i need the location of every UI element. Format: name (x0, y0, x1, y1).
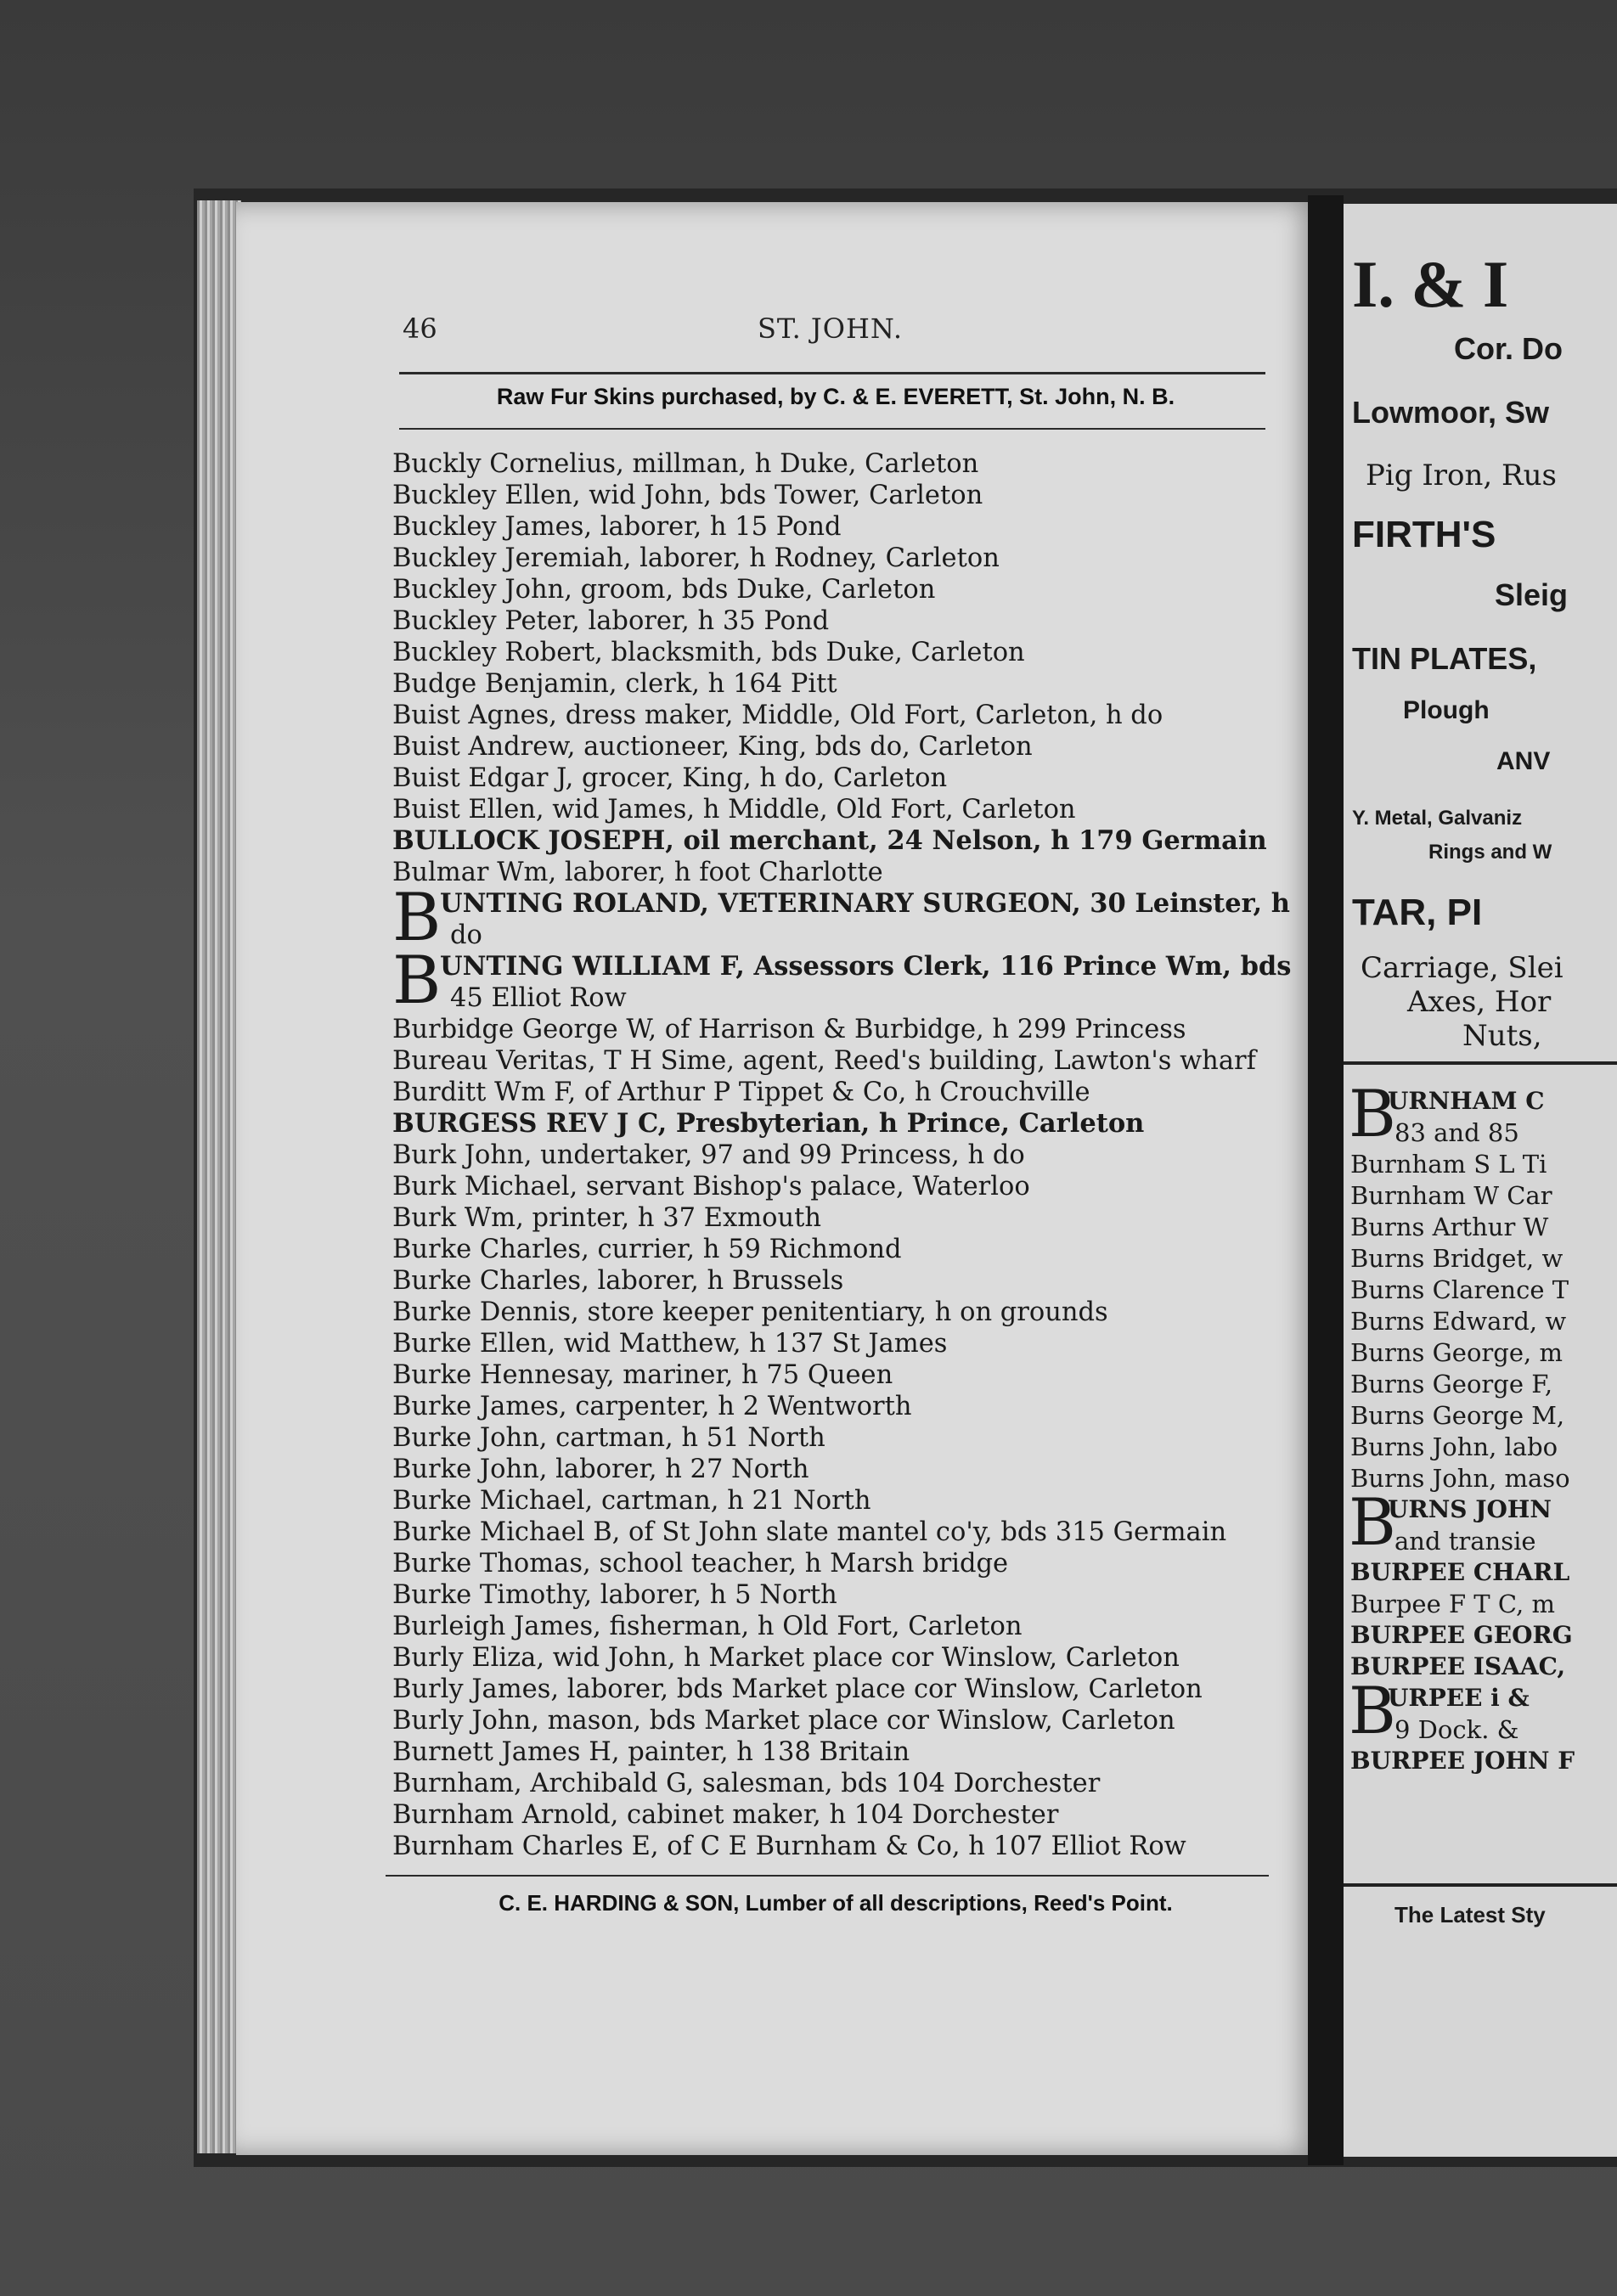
ad-line: Rings and W (1428, 841, 1552, 864)
directory-entry: Buckley Robert, blacksmith, bds Duke, Carleton (392, 638, 1025, 667)
book-gutter (1308, 195, 1344, 2165)
directory-entry: Burleigh James, fisherman, h Old Fort, Carleton (392, 1612, 1023, 1641)
directory-entry: Burk Michael, servant Bishop's palace, Waterloo (392, 1172, 1030, 1201)
directory-entry: Buist Agnes, dress maker, Middle, Old Fort, Carleton, h do (392, 701, 1163, 730)
ad-line: Lowmoor, Sw (1352, 395, 1550, 430)
right-directory-entry: Burns John, maso (1350, 1464, 1570, 1493)
ad-rule (1344, 1061, 1617, 1065)
directory-entry: Buckley Jeremiah, laborer, h Rodney, Carleton (392, 543, 1000, 573)
ad-line: Sleig (1495, 577, 1569, 612)
ad-line: TIN PLATES, (1352, 641, 1537, 676)
footer-rule (386, 1875, 1269, 1877)
right-page (1344, 204, 1617, 2157)
entry-continuation: do (450, 920, 482, 950)
ad-line: ANV (1496, 747, 1551, 775)
directory-entry: BURGESS REV J C, Presbyterian, h Prince, Carleton (392, 1108, 1145, 1139)
ad-line: Pig Iron, Rus (1366, 459, 1557, 492)
directory-entry: Burke Timothy, laborer, h 5 North (392, 1580, 837, 1610)
right-directory-entry: BURPEE ISAAC, (1350, 1652, 1566, 1680)
directory-entry: Burk John, undertaker, 97 and 99 Princess, h do (392, 1140, 1025, 1170)
directory-entry: Burly John, mason, bds Market place cor Winslow, Carleton (392, 1706, 1175, 1736)
right-directory-entry: URNS JOHN (1388, 1495, 1552, 1523)
drop-cap: B (1349, 1076, 1396, 1151)
ad-line: Carriage, Slei (1361, 951, 1563, 985)
ad-line: Cor. Do (1454, 331, 1563, 366)
ad-line: Y. Metal, Galvaniz (1352, 807, 1523, 830)
right-directory-entry: Burns Arthur W (1350, 1213, 1549, 1241)
directory-entry: Burke James, carpenter, h 2 Wentworth (392, 1392, 912, 1421)
directory-entry: Burke Charles, laborer, h Brussels (392, 1266, 844, 1296)
right-directory-entry: Burns John, labo (1350, 1432, 1558, 1461)
directory-entry: Burly Eliza, wid John, h Market place cor Winslow, Carleton (392, 1643, 1180, 1673)
directory-entry: Burke John, cartman, h 51 North (392, 1423, 825, 1453)
right-directory-entry: Burns Clarence T (1350, 1275, 1569, 1304)
directory-entries (392, 448, 1293, 1862)
directory-entry: Burke Dennis, store keeper penitentiary, h on grounds (392, 1297, 1108, 1327)
directory-entry: Buist Ellen, wid James, h Middle, Old Fort, Carleton (392, 795, 1076, 824)
directory-entry (392, 880, 1293, 956)
ad-line: Axes, Hor (1407, 985, 1552, 1019)
right-directory-entry: Burns Bridget, w (1350, 1244, 1563, 1273)
ad-line: FIRTH'S (1352, 514, 1496, 555)
directory-entry: Burke Hennesay, mariner, h 75 Queen (392, 1360, 893, 1390)
header-rule (399, 372, 1265, 374)
entry-text: UNTING ROLAND, VETERINARY SURGEON, 30 Leinster, h (440, 888, 1290, 919)
footer-rule (1344, 1883, 1617, 1887)
right-directory-entry: Burnham W Car (1350, 1181, 1552, 1210)
running-head: ST. JOHN. (758, 312, 903, 345)
right-directory-entry: Burns George M, (1350, 1401, 1565, 1430)
directory-entry: Buckley John, groom, bds Duke, Carleton (392, 575, 936, 605)
right-directory-entry: URNHAM C (1388, 1087, 1545, 1115)
directory-entry: Burbidge George W, of Harrison & Burbidge, h 299 Princess (392, 1015, 1186, 1044)
right-directory-entry: Burns George F, (1350, 1370, 1553, 1398)
directory-entry: Bulmar Wm, laborer, h foot Charlotte (392, 858, 883, 887)
right-directory-entry: Burpee F T C, m (1350, 1590, 1555, 1618)
right-directory-entry: BURPEE JOHN F (1350, 1747, 1575, 1775)
directory-entry: Buckly Cornelius, millman, h Duke, Carleton (392, 449, 979, 479)
directory-entry: Burke Thomas, school teacher, h Marsh bridge (392, 1549, 1009, 1578)
directory-entry: Burnham, Archibald G, salesman, bds 104 Dorchester (392, 1769, 1101, 1798)
right-directory-entry: and transie (1394, 1527, 1536, 1556)
directory-entry: Buist Andrew, auctioneer, King, bds do, Carleton (392, 732, 1033, 762)
directory-entry: Burke John, laborer, h 27 North (392, 1455, 809, 1484)
right-directory-entry: 83 and 85 (1394, 1118, 1519, 1147)
page-header (403, 312, 1252, 355)
ad-line: Plough (1403, 696, 1490, 724)
ad-line: Nuts, (1462, 1019, 1542, 1053)
page-edges (197, 200, 241, 2153)
directory-entry: Buckley James, laborer, h 15 Pond (392, 512, 842, 542)
directory-entry: Burnham Arnold, cabinet maker, h 104 Dorchester (392, 1800, 1059, 1830)
directory-entry: Burke Michael, cartman, h 21 North (392, 1486, 871, 1516)
top-ad-banner: Raw Fur Skins purchased, by C. & E. EVERETT, St. John, N. B. (496, 384, 1175, 409)
directory-entry: Burke Charles, currier, h 59 Richmond (392, 1235, 902, 1264)
ad-line: I. & I (1352, 247, 1509, 321)
page-number: 46 (403, 312, 437, 345)
drop-cap: B (392, 880, 442, 956)
directory-entry: Burnham Charles E, of C E Burnham & Co, h 107 Elliot Row (392, 1832, 1186, 1861)
directory-entry: Budge Benjamin, clerk, h 164 Pitt (392, 669, 837, 699)
right-directory-entry: BURPEE CHARL (1350, 1558, 1570, 1586)
drop-cap: B (392, 943, 442, 1019)
right-directory-entry: 9 Dock. & (1394, 1715, 1519, 1744)
directory-entry: Burly James, laborer, bds Market place cor Winslow, Carleton (392, 1674, 1203, 1704)
directory-entry: Burnett James H, painter, h 138 Britain (392, 1737, 910, 1767)
directory-entry (392, 943, 1293, 1019)
directory-entry: Burk Wm, printer, h 37 Exmouth (392, 1203, 822, 1233)
directory-entry: Buckley Ellen, wid John, bds Tower, Carleton (392, 481, 983, 510)
directory-entry: Buckley Peter, laborer, h 35 Pond (392, 606, 830, 636)
right-directory-entry: Burnham S L Ti (1350, 1150, 1547, 1179)
directory-entry: Buist Edgar J, grocer, King, h do, Carleton (392, 763, 948, 793)
drop-cap: B (1349, 1484, 1396, 1560)
banner-rule (399, 428, 1265, 430)
directory-entry: Bureau Veritas, T H Sime, agent, Reed's building, Lawton's wharf (392, 1046, 1256, 1076)
bottom-ad-banner: C. E. HARDING & SON, Lumber of all descriptions, Reed's Point. (499, 1890, 1173, 1916)
entry-continuation: 45 Elliot Row (450, 983, 627, 1013)
right-footer-banner: The Latest Sty (1394, 1902, 1546, 1927)
directory-entry: Burke Ellen, wid Matthew, h 137 St James (392, 1329, 948, 1359)
directory-entry: Burditt Wm F, of Arthur P Tippet & Co, h Crouchville (392, 1078, 1090, 1107)
right-directory-entry: URPEE i & (1388, 1684, 1530, 1712)
right-directory-entry: Burns Edward, w (1350, 1307, 1567, 1336)
directory-entry: Burke Michael B, of St John slate mantel co'y, bds 315 Germain (392, 1517, 1227, 1547)
ad-line: TAR, PI (1352, 892, 1483, 933)
right-directory-entry: BURPEE GEORG (1350, 1621, 1573, 1649)
drop-cap: B (1349, 1673, 1396, 1748)
right-directory-entry: Burns George, m (1350, 1338, 1563, 1367)
entry-text: UNTING WILLIAM F, Assessors Clerk, 116 Prince Wm, bds (440, 951, 1292, 982)
directory-entry: BULLOCK JOSEPH, oil merchant, 24 Nelson, h 179 Germain (392, 825, 1267, 856)
